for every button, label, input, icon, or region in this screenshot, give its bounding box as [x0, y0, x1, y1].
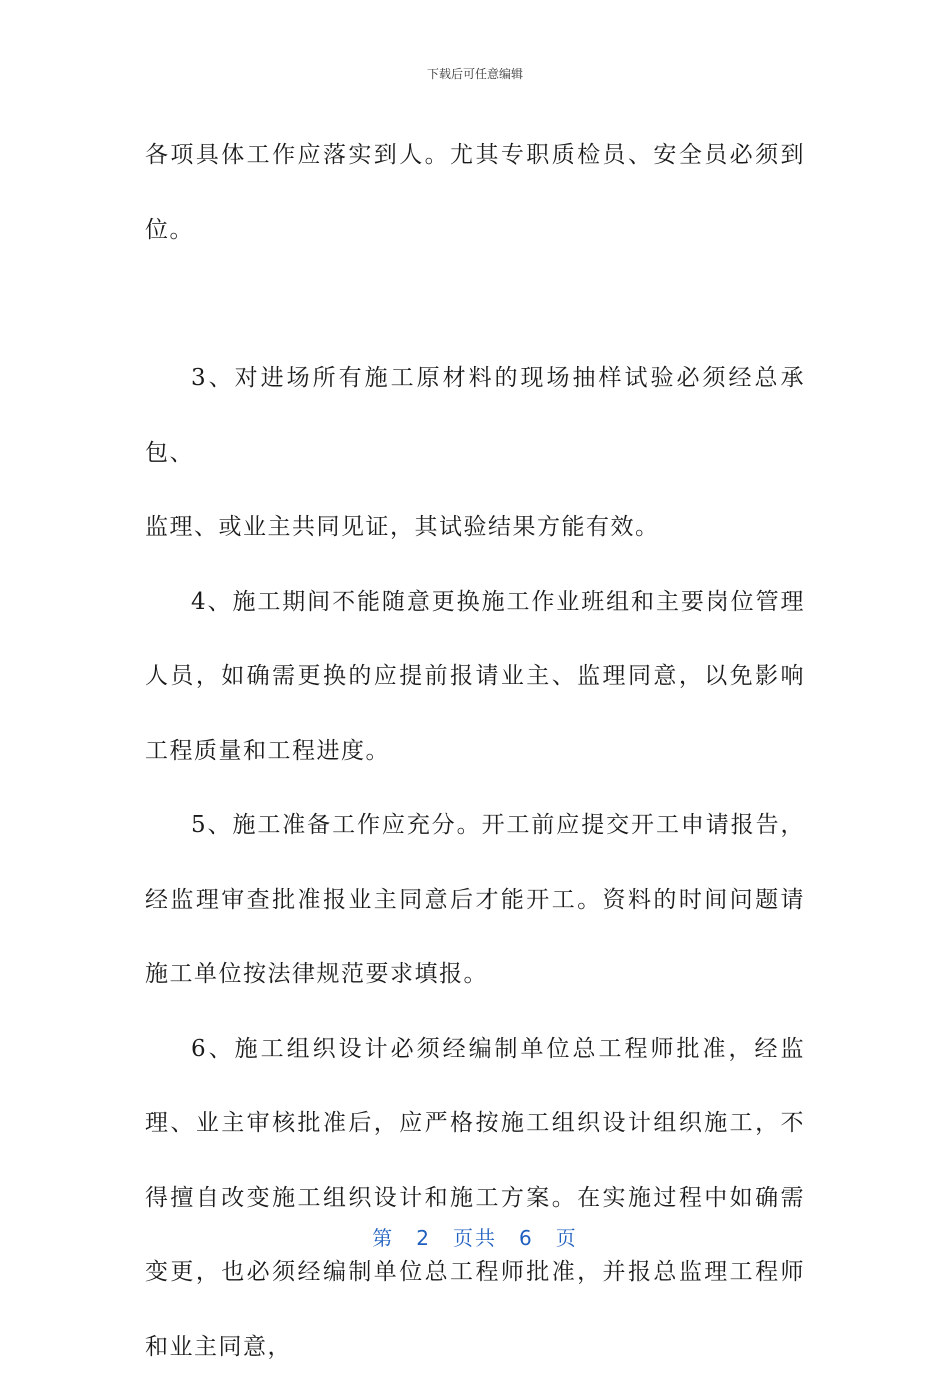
paragraph-gap — [145, 267, 805, 341]
document-body — [145, 118, 805, 1384]
footer-suffix: 页 — [556, 1224, 578, 1252]
paragraph-4: 4、施工期间不能随意更换施工作业班组和主要岗位管理人员，如确需更换的应提前报请业主、监理同意，以免影响工程质量和工程进度。 — [145, 565, 805, 789]
paragraph-5: 5、施工准备工作应充分。开工前应提交开工申请报告，经监理审查批准报业主同意后才能开工。资料的时间问题请施工单位按法律规范要求填报。 — [145, 788, 805, 1012]
paragraph-3-line-2: 监理、或业主共同见证，其试验结果方能有效。 — [145, 490, 805, 565]
footer-prefix: 第 — [372, 1224, 394, 1252]
paragraph-6: 6、施工组织设计必须经编制单位总工程师批准，经监理、业主审核批准后，应严格按施工组织设计组织施工，不得擅自改变施工组织设计和施工方案。在实施过程中如确需变更，也必须经编制单位总工程师批准，并报总监理工程师和业主同意， — [145, 1012, 805, 1384]
footer-current-page: 2 — [416, 1224, 431, 1252]
page-footer — [0, 1224, 950, 1252]
footer-middle: 页共 — [453, 1224, 497, 1252]
footer-total-pages: 6 — [519, 1224, 534, 1252]
page-header-note: 下载后可任意编辑 — [0, 66, 950, 82]
paragraph-3-line-1: 3、对进场所有施工原材料的现场抽样试验必须经总承包、 — [145, 341, 805, 490]
paragraph-continuation: 各项具体工作应落实到人。尤其专职质检员、安全员必须到位。 — [145, 118, 805, 267]
